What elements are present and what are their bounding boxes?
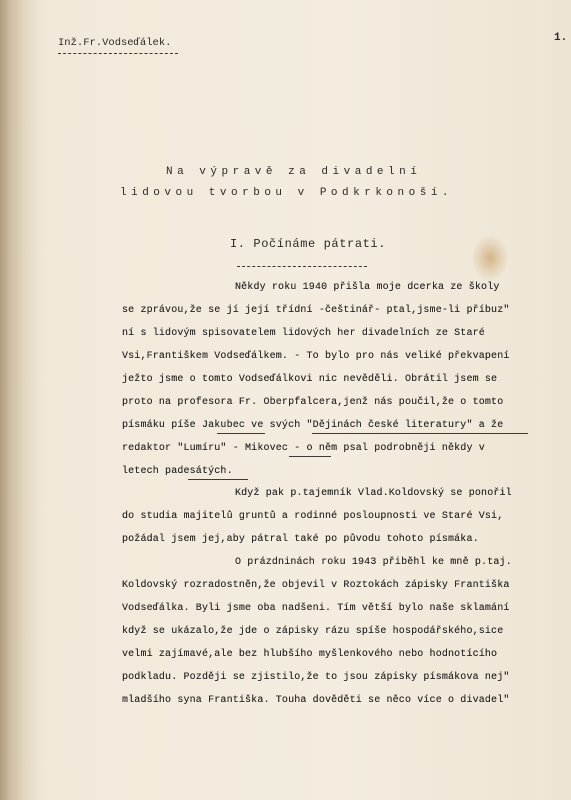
body-line: Koldovský rozradostněn,že objevil v Roztokách zápisky Františka — [122, 580, 510, 591]
body-line: Když pak p.tajemník Vlad.Koldovský se ponořil — [235, 488, 512, 499]
title-line-2: lidovou tvorbou v Podkrkonoší. — [120, 187, 454, 199]
body-line: ní s lidovým spisovatelem lidových her divadelních ze Staré — [122, 328, 485, 339]
binding-shadow — [0, 0, 48, 800]
body-line: redaktor "Lumíru" - Mikovec - o něm psal podrobněji někdy v — [122, 443, 485, 454]
author-name: Inž.Fr.Vodseďálek. — [58, 37, 172, 49]
body-line: mladšího syna Františka. Touha dověděti se něco více o divadel" — [122, 695, 510, 706]
paper-stain — [472, 236, 508, 280]
page-number: 1. — [554, 32, 568, 44]
underline-jakubec — [217, 433, 265, 434]
underline-mikovec — [289, 456, 331, 457]
body-line: Někdy roku 1940 přišla moje dcerka ze školy — [235, 282, 500, 293]
section-heading: I. Počínáme pátrati. — [230, 237, 387, 251]
body-line: Vodseďálka. Byli jsme oba nadšeni. Tím větší bylo naše sklamání — [122, 603, 510, 614]
body-line: Vsi,Františkem Vodseďálkem. - To bylo pro nás veliké překvapení — [122, 351, 510, 362]
body-line: ježto jsme o tomto Vodseďálkovi nic nevěděli. Obrátil jsem se — [122, 374, 498, 385]
title-line-1: Na výpravě za divadelní — [166, 166, 422, 178]
author-underline — [58, 53, 178, 54]
body-line: písmáku píše Jakubec ve svých "Dějinách české literatury" a že — [122, 420, 504, 431]
body-line: proto na profesora Fr. Oberpfalcera,jenž nás poučil,že o tomto — [122, 397, 504, 408]
body-line: letech padesátých. — [122, 466, 233, 477]
body-line: požádal jsem jej,aby pátral také po původu tohoto písmáka. — [122, 534, 479, 545]
underline-padesatych — [188, 479, 248, 480]
body-line: se zprávou,že se jí její třídní -češtinář- ptal,jsme-li příbuz" — [122, 305, 510, 316]
body-line: když se ukázalo,že jde o zápisky rázu spíše hospodářského,sice — [122, 626, 504, 637]
body-line: O prázdninách roku 1943 přiběhl ke mně p.taj. — [235, 557, 512, 568]
section-underline — [237, 266, 367, 267]
underline-book-title — [312, 433, 528, 434]
body-line: velmi zajímavé,ale bez hlubšího myšlenkového nebo hodnotícího — [122, 649, 498, 660]
body-line: podkladu. Později se zjistilo,že to jsou zápisky písmákova nej" — [122, 672, 510, 683]
body-line: do studia majitelů gruntů a rodinné posloupnosti ve Staré Vsi, — [122, 511, 504, 522]
